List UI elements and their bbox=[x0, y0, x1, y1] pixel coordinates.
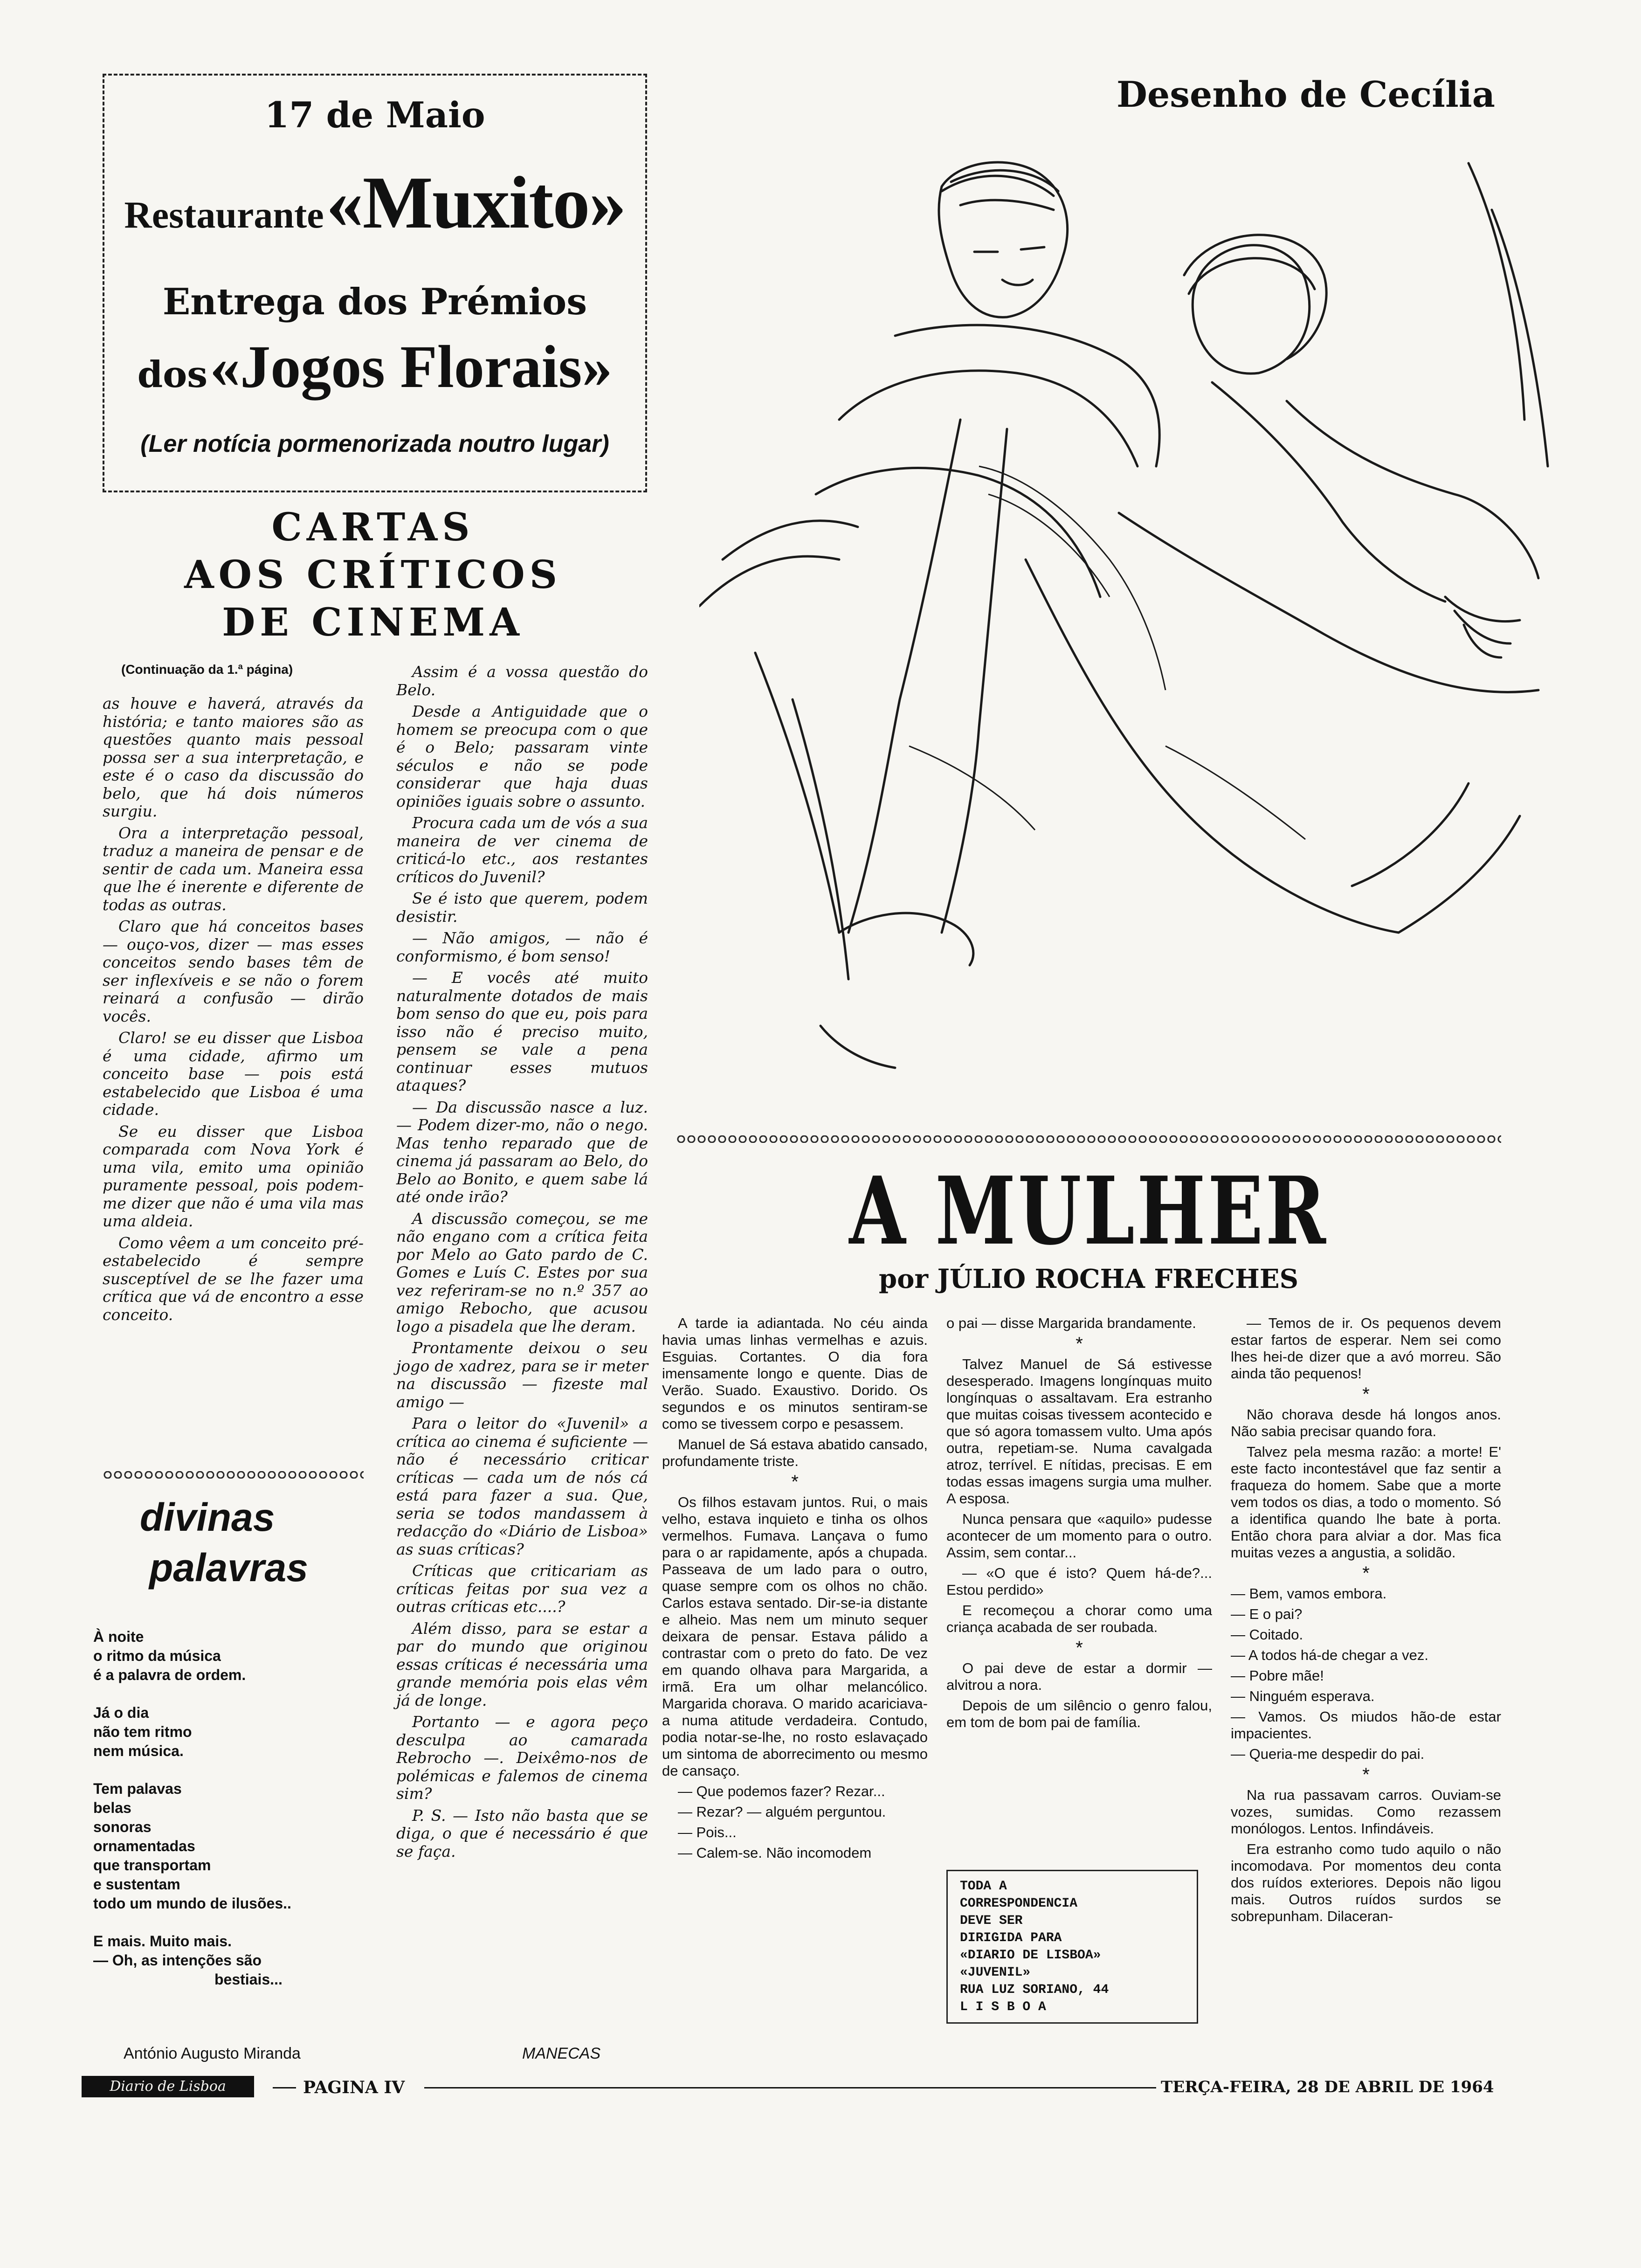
paragraph: Se eu disser que Lisboa comparada com Nova York é uma vila, emito uma opinião puramente pessoal, pois podem-me dizer que não é uma vila mas uma aldeia. bbox=[103, 1122, 364, 1230]
jogos-prefix: dos bbox=[137, 353, 208, 396]
jogos-florais-line bbox=[104, 332, 645, 402]
box-line: DEVE SER bbox=[960, 1914, 1023, 1928]
paragraph: Era estranho como tudo aquilo o não incomodava. Por momentos deu conta dos ruídos exteriores. Depois não ligou mais. Outros ruídos surdos se sobrepunham. Dilaceran- bbox=[1231, 1841, 1501, 1924]
restaurant-line bbox=[104, 159, 645, 246]
jogos-florais-name: «Jogos Florais» bbox=[210, 333, 613, 401]
paragraph: Claro que há conceitos bases — ouço-vos, dizer — mas esses conceitos sendo bases têm de ser inflexíveis e se não o forem reinará a confusão — dirão vocês. bbox=[103, 917, 364, 1025]
poem-line: ornamentadas bbox=[93, 1838, 195, 1854]
paragraph: Procura cada um de vós a sua maneira de ver cinema de criticá-lo etc., aos restantes críticos do Juvenil? bbox=[396, 814, 648, 886]
poem-line: nem música. bbox=[93, 1742, 184, 1759]
dialogue-line: — Bem, vamos embora. bbox=[1231, 1585, 1387, 1602]
story-byline: por JÚLIO ROCHA FRECHES bbox=[878, 1264, 1299, 1294]
box-line: «DIARIO DE LISBOA» bbox=[960, 1948, 1101, 1963]
story-column-1 bbox=[662, 1315, 928, 1865]
paragraph: — Que podemos fazer? Rezar... bbox=[678, 1783, 885, 1799]
event-note: (Ler notícia pormenorizada noutro lugar) bbox=[140, 430, 609, 457]
paragraph: — Rezar? — alguém perguntou. bbox=[678, 1804, 886, 1820]
stanza bbox=[93, 1627, 364, 1685]
asterisk-separator: * bbox=[1076, 1334, 1083, 1354]
paragraph: Não chorava desde há longos anos. Não sabia precisar quando fora. bbox=[1231, 1406, 1501, 1439]
poem-line: bestiais... bbox=[214, 1971, 283, 1988]
asterisk-separator: * bbox=[1362, 1563, 1370, 1583]
paragraph: A tarde ia adiantada. No céu ainda havia umas linhas vermelhas e azuis. Esguias. Cortantes. O dia fora imensamente longo e quente. Dias de Verão. Suado. Exaustivo. Dorido. Os segundos e os minutos sentiram-se como se tivessem corpo e pesassem. bbox=[662, 1315, 928, 1432]
section-divider bbox=[676, 1135, 1501, 1143]
paragraph: Manuel de Sá estava abatido cansado, profundamente triste. bbox=[662, 1436, 928, 1469]
paragraph: Na rua passavam carros. Ouviam-se vozes, sumidas. Como rezassem monólogos. Lentos. Infindáveis. bbox=[1231, 1787, 1501, 1837]
stanza bbox=[93, 1703, 364, 1761]
dialogue-line: — E o pai? bbox=[1231, 1606, 1303, 1622]
paragraph: as houve e haverá, através da história; e tanto maiores são as questões quanto mais pessoal possa ser a sua interpretação, e este é o caso da discussão do belo, que há dois números surgiu. bbox=[103, 694, 364, 820]
paragraph: Claro! se eu disser que Lisboa é uma cidade, afirmo um conceito base — pois está estabelecido que Lisboa é uma cidade. bbox=[103, 1029, 364, 1119]
poem-title-line-2: palavras bbox=[149, 1546, 308, 1590]
sketch-illustration bbox=[699, 140, 1613, 1110]
footer-masthead: Diario de Lisboa bbox=[82, 2076, 254, 2097]
poem-line: — Oh, as intenções são bbox=[93, 1952, 262, 1969]
poem-author: António Augusto Miranda bbox=[124, 2045, 301, 2062]
footer-date: TERÇA-FEIRA, 28 DE ABRIL DE 1964 bbox=[1161, 2078, 1494, 2096]
poem-line: e sustentam bbox=[93, 1876, 180, 1893]
event-date: 17 de Maio bbox=[264, 94, 485, 136]
dialogue-line: — Ninguém esperava. bbox=[1231, 1688, 1375, 1704]
paragraph: Talvez Manuel de Sá estivesse desesperado. Imagens longínquas muito longínquas o assaltavam. Era estranho que muitas coisas tivessem acontecido e que só agora tomassem vulto. Uma após outra, repetiam-se. Numa cavalgada atroz, terrível. E nítidas, precisas. E em todas essas imagens surgia uma mulher. A esposa. bbox=[946, 1356, 1212, 1507]
poem-line: todo um mundo de ilusões.. bbox=[93, 1895, 291, 1912]
paragraph: — Da discussão nasce a luz. — Podem dizer-mo, não o nego. Mas tenho reparado que de cinema já passaram ao Belo, do Belo ao Bonito, e quem sabe lá até onde irão? bbox=[396, 1098, 648, 1206]
paragraph: — Calem-se. Não incomodem bbox=[678, 1845, 872, 1861]
asterisk-separator: * bbox=[1362, 1764, 1370, 1785]
dialogue-line: — Vamos. Os miudos hão-de estar impacientes. bbox=[1231, 1708, 1501, 1742]
story-column-2 bbox=[946, 1315, 1212, 1735]
paragraph: O pai deve de estar a dormir — alvitrou a nora. bbox=[946, 1660, 1212, 1693]
poem-body bbox=[93, 1627, 364, 1989]
paragraph: — Não amigos, — não é conformismo, é bom senso! bbox=[396, 929, 648, 965]
cartas-title bbox=[103, 504, 643, 646]
paragraph: o pai — disse Margarida brandamente. bbox=[946, 1315, 1196, 1331]
cartas-signature: MANECAS bbox=[522, 2045, 601, 2062]
paragraph: Ora a interpretação pessoal, traduz a maneira de pensar e de sentir de cada um. Maneira essa que lhe é inerente e diferente de todas as outras. bbox=[103, 823, 364, 914]
box-line: «JUVENIL» bbox=[960, 1965, 1031, 1980]
story-title: A MULHER bbox=[849, 1156, 1328, 1266]
poem-line: o ritmo da música bbox=[93, 1647, 221, 1664]
cartas-column-2 bbox=[396, 663, 648, 1864]
poem-line: é a palavra de ordem. bbox=[93, 1666, 246, 1683]
paragraph: Para o leitor do «Juvenil» a crítica ao cinema é suficiente — não é necessário criticar críticas — cada um de nós cá está para fazer a sua. Que, seria se todos mandassem à redacção do «Diário de Lisboa» as suas críticas? bbox=[396, 1414, 648, 1558]
paragraph: A discussão começou, se me não engano com a crítica feita por Melo ao Gato pardo de C. Gomes e Luís C. Estes por sua vez referiram-se no n.º 357 ao amigo Rebocho, que acusou logo a pisadela que lhe deram. bbox=[396, 1209, 648, 1335]
footer-rule-middle bbox=[424, 2087, 1156, 2088]
dialogue-line: — Queria-me despedir do pai. bbox=[1231, 1746, 1425, 1762]
section-divider bbox=[103, 1471, 364, 1479]
paragraph: Assim é a vossa questão do Belo. bbox=[396, 663, 648, 699]
footer-page-number: PAGINA IV bbox=[303, 2078, 405, 2097]
asterisk-separator: * bbox=[1362, 1384, 1370, 1404]
poem-line: Tem palavas bbox=[93, 1780, 182, 1797]
dialogue-line: — Pobre mãe! bbox=[1231, 1667, 1324, 1684]
box-line: L I S B O A bbox=[960, 2000, 1046, 2014]
paragraph: P. S. — Isto não basta que se diga, o que é necessário é que se faça. bbox=[396, 1806, 648, 1860]
story-column-3 bbox=[1231, 1315, 1501, 1929]
cartas-column-1 bbox=[103, 695, 364, 1328]
restaurant-prefix: Restaurante bbox=[124, 194, 324, 236]
paragraph: Além disso, para se estar a par do mundo que originou essas críticas é necessária uma grande memória pois elas vêm já de longe. bbox=[396, 1619, 648, 1709]
dialogue-line: — A todos há-de chegar a vez. bbox=[1231, 1647, 1428, 1663]
poem-line: E mais. Muito mais. bbox=[93, 1933, 232, 1950]
paragraph: Depois de um silêncio o genro falou, em tom de bom pai de família. bbox=[946, 1697, 1212, 1730]
box-line: TODA A bbox=[960, 1879, 1007, 1894]
event-announcement-box bbox=[103, 74, 647, 492]
paragraph: — Pois... bbox=[678, 1824, 737, 1840]
dialogue-line: — Coitado. bbox=[1231, 1626, 1303, 1643]
stanza bbox=[93, 1779, 364, 1913]
box-line: DIRIGIDA PARA bbox=[960, 1931, 1062, 1945]
paragraph: Os filhos estavam juntos. Rui, o mais velho, estava inquieto e tinha os olhos vermelhos. Fumava. Lançava o fumo para o ar rapidamente, após a chupada. Passeava de um lado para o outro, quase sempre com os olhos no chão. Carlos estava sentado. Dir-se-ia distante e alheio. Mas nem um minuto sequer deixara de pensar. Estava pálido a contrastar com o preto do fato. De vez em quando olhava para Margarida, a irmã. Era um olhar melancólico. Margarida chorava. O marido acariciava-a numa atitude verdadeira. Contudo, podia notar-se-lhe, no rosto eslavaçado um sintoma de aborrecimento ou mesmo de cansaço. bbox=[662, 1494, 928, 1779]
box-line: CORRESPONDENCIA bbox=[960, 1896, 1078, 1911]
paragraph: — Temos de ir. Os pequenos devem estar fartos de esperar. Nem sei como lhes hei-de dizer que a avó morreu. São ainda tão pequenos! bbox=[1231, 1315, 1501, 1382]
drawing-credit: Desenho de Cecília bbox=[1117, 74, 1495, 115]
asterisk-separator: * bbox=[791, 1472, 799, 1492]
asterisk-separator: * bbox=[1076, 1638, 1083, 1658]
poem-line: que transportam bbox=[93, 1857, 211, 1874]
paragraph: Desde a Antiguidade que o homem se preocupa com o que é o Belo; passaram vinte séculos e não se pode considerar que haja duas opiniões iguais sobre o assunto. bbox=[396, 702, 648, 810]
paragraph: E recomeçou a chorar como uma criança acabada de ser roubada. bbox=[946, 1602, 1212, 1635]
poem-line: belas bbox=[93, 1799, 131, 1816]
footer-rule-left bbox=[273, 2087, 296, 2088]
correspondence-box bbox=[946, 1870, 1198, 2024]
poem-line: sonoras bbox=[93, 1819, 152, 1835]
poem-line: Já o dia bbox=[93, 1704, 149, 1721]
paragraph: Prontamente deixou o seu jogo de xadrez, para se ir meter na discussão — fizeste mal amigo — bbox=[396, 1339, 648, 1411]
paragraph: Portanto — e agora peço desculpa ao camarada Rebrocho —. Deixêmo-nos de polémicas e falemos de cinema sim? bbox=[396, 1713, 648, 1803]
paragraph: Se é isto que querem, podem desistir. bbox=[396, 889, 648, 926]
stanza bbox=[93, 1932, 364, 1989]
paragraph: Talvez pela mesma razão: a morte! E' este facto incontestável que faz sentir a fraqueza do homem. Sabe que a morte vem todos os dias, a todo o momento. Só a identifica quando lhe bate à porta. Então chora para alviar a dor. Mas fica muitas vezes a angustia, a solidão. bbox=[1231, 1444, 1501, 1561]
box-line: RUA LUZ SORIANO, 44 bbox=[960, 1983, 1109, 1997]
paragraph: Como vêem a um conceito pré-estabelecido é sempre susceptível de se lhe fazer uma crítica que vá de encontro a esse conceito. bbox=[103, 1233, 364, 1324]
cartas-title-line-2: AOS CRÍTICOS bbox=[184, 553, 562, 597]
continuation-note: (Continuação da 1.ª página) bbox=[121, 662, 293, 677]
paragraph: — E vocês até muito naturalmente dotados de mais bom senso do que eu, pois para isso não é preciso muito, pensem se vale a pena continuar esses mutuos ataques? bbox=[396, 968, 648, 1094]
poem-line: não tem ritmo bbox=[93, 1723, 192, 1740]
restaurant-name: «Muxito» bbox=[326, 161, 626, 244]
paragraph: Críticas que criticariam as críticas feitas por sua vez a outras críticas etc....? bbox=[396, 1562, 648, 1616]
poem-line: À noite bbox=[93, 1628, 144, 1645]
poem-title bbox=[140, 1492, 308, 1593]
cartas-title-line-3: DE CINEMA bbox=[222, 600, 524, 645]
prize-line: Entrega dos Prémios bbox=[162, 281, 587, 323]
paragraph: Nunca pensara que «aquilo» pudesse acontecer de um momento para o outro. Assim, sem contar... bbox=[946, 1511, 1212, 1561]
cartas-title-line-1: CARTAS bbox=[271, 505, 475, 550]
poem-title-line-1: divinas bbox=[140, 1495, 275, 1539]
paragraph: — «O que é isto? Quem há-de?... Estou perdido» bbox=[946, 1565, 1212, 1598]
